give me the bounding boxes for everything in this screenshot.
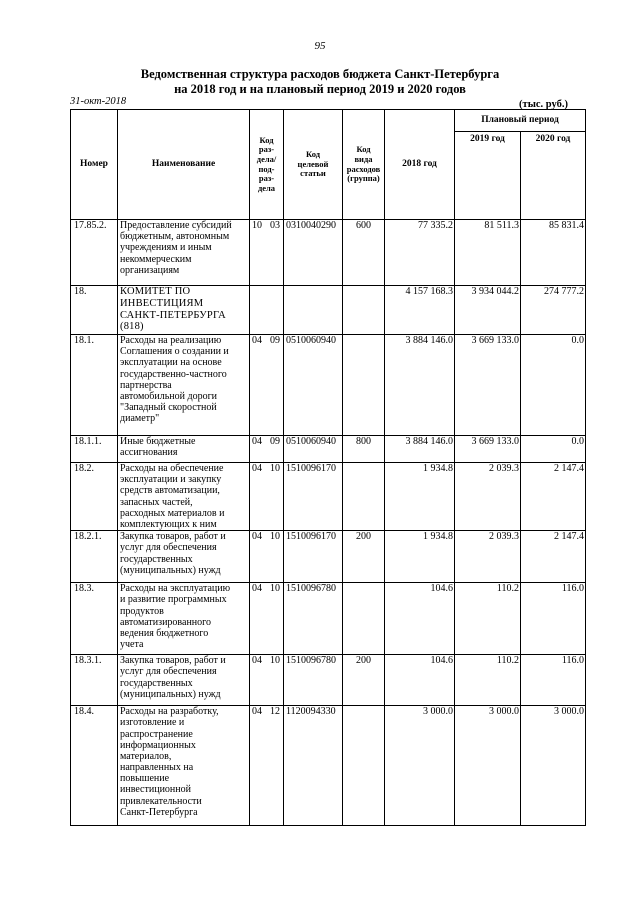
subsection-code: 12 — [270, 706, 280, 718]
row-number: 18.2.1. — [71, 531, 118, 583]
row-name-line: учета — [120, 639, 144, 651]
row-name-line: услуг для обеспечения — [120, 666, 217, 678]
row-amount-2018: 1 934.8 — [385, 531, 455, 583]
row-name — [118, 436, 250, 463]
header-planned-period: Плановый период — [455, 110, 586, 132]
row-expense-code — [343, 335, 385, 436]
table-row — [71, 436, 586, 463]
row-amount-2020: 3 000.0 — [521, 706, 586, 826]
row-name-line: (муниципальных) нужд — [120, 688, 221, 700]
row-name-line: и развитие программных — [120, 594, 227, 606]
row-amount-2019: 3 000.0 — [455, 706, 521, 826]
section-code: 10 — [252, 220, 262, 231]
subsection-code: 03 — [270, 220, 280, 231]
row-target-code: 1510096170 — [284, 531, 343, 583]
subsection-code: 10 — [270, 583, 280, 595]
row-name-line: организациям — [120, 264, 180, 276]
row-expense-code: 800 — [343, 436, 385, 463]
row-target-code: 1510096780 — [284, 655, 343, 706]
row-name — [118, 335, 250, 436]
row-name-line: Расходы на эксплуатацию — [120, 583, 231, 595]
row-section-code — [250, 335, 284, 436]
row-target-code: 0510060940 — [284, 436, 343, 463]
header-year-2020: 2020 год — [521, 132, 586, 220]
row-amount-2020: 0.0 — [521, 335, 586, 436]
row-amount-2019: 2 039.3 — [455, 463, 521, 531]
row-name-line: эксплуатации и закупку — [120, 474, 222, 486]
section-code: 04 — [252, 463, 262, 474]
row-amount-2018: 3 884 146.0 — [385, 335, 455, 436]
row-name-line: диаметр" — [120, 413, 160, 425]
table-row — [71, 220, 586, 286]
header-target-code: Код целевой статьи — [284, 110, 343, 220]
section-code: 04 — [252, 583, 262, 595]
row-target-code: 1510096780 — [284, 583, 343, 655]
row-name-line: ассигнования — [120, 447, 178, 459]
table-row — [71, 655, 586, 706]
row-amount-2020: 2 147.4 — [521, 463, 586, 531]
section-code: 04 — [252, 335, 262, 346]
row-amount-2018: 3 884 146.0 — [385, 436, 455, 463]
row-amount-2020: 2 147.4 — [521, 531, 586, 583]
row-amount-2020: 116.0 — [521, 655, 586, 706]
row-name-line: привлекательности — [120, 795, 202, 807]
row-expense-code — [343, 706, 385, 826]
row-name-line: учреждениям и иным — [120, 242, 212, 254]
table-row — [71, 531, 586, 583]
row-name — [118, 463, 250, 531]
subsection-code: 10 — [270, 655, 280, 667]
row-name-line: Иные бюджетные — [120, 436, 196, 447]
table-row — [71, 583, 586, 655]
row-name-line: Расходы на реализацию — [120, 335, 222, 346]
document-title-line1: Ведомственная структура расходов бюджета Санкт-Петербурга — [140, 67, 500, 81]
subsection-code: 10 — [270, 531, 280, 543]
row-amount-2018: 4 157 168.3 — [385, 286, 455, 335]
document-title-line2: на 2018 год и на плановый период 2019 и 2020 годов — [174, 82, 466, 96]
row-amount-2019: 110.2 — [455, 583, 521, 655]
row-expense-code — [343, 286, 385, 335]
row-expense-code — [343, 463, 385, 531]
section-code: 04 — [252, 436, 262, 447]
table-body — [71, 220, 586, 826]
table-header — [71, 110, 586, 220]
row-amount-2019: 2 039.3 — [455, 531, 521, 583]
row-name — [118, 583, 250, 655]
section-code: 04 — [252, 531, 262, 543]
row-amount-2019: 3 934 044.2 — [455, 286, 521, 335]
row-name-line: Расходы на обеспечение — [120, 463, 224, 474]
table-row — [71, 463, 586, 531]
header-year-2018: 2018 год — [385, 110, 455, 220]
document-date: 31-окт-2018 — [70, 96, 127, 107]
row-name — [118, 286, 250, 335]
row-target-code — [284, 286, 343, 335]
row-name-line: Соглашения о создании и — [120, 346, 229, 358]
row-name-line: повышение — [120, 773, 170, 785]
row-name — [118, 655, 250, 706]
row-name-line: средств автоматизации, — [120, 485, 220, 497]
row-amount-2018: 3 000.0 — [385, 706, 455, 826]
table-row — [71, 706, 586, 826]
table-row — [71, 335, 586, 436]
row-section-code — [250, 463, 284, 531]
subsection-code: 09 — [270, 436, 280, 447]
row-amount-2020: 116.0 — [521, 583, 586, 655]
row-section-code — [250, 531, 284, 583]
row-name-line: комплектующих к ним — [120, 518, 217, 530]
row-name-line: КОМИТЕТ ПО — [120, 286, 191, 297]
row-name-line: Закупка товаров, работ и — [120, 655, 226, 667]
subsection-code: 09 — [270, 335, 280, 346]
row-expense-code — [343, 583, 385, 655]
row-name — [118, 531, 250, 583]
row-name-line: расходных материалов и — [120, 507, 225, 519]
row-name-line: Предоставление субсидий — [120, 220, 232, 231]
row-expense-code: 200 — [343, 655, 385, 706]
row-name-line: (818) — [120, 321, 144, 333]
row-name-line: инвестиционной — [120, 784, 191, 796]
row-name-line: продуктов — [120, 605, 164, 617]
row-number: 18.2. — [71, 463, 118, 531]
row-amount-2020: 85 831.4 — [521, 220, 586, 286]
row-name-line: услуг для обеспечения — [120, 542, 217, 554]
subsection-code: 10 — [270, 463, 280, 474]
row-name-line: запасных частей, — [120, 496, 193, 508]
row-expense-code: 200 — [343, 531, 385, 583]
row-section-code — [250, 655, 284, 706]
header-expense-code: Код вида расходов (группа) — [343, 110, 385, 220]
row-name-line: информационных — [120, 739, 196, 751]
row-name-line: ИНВЕСТИЦИЯМ — [120, 297, 204, 309]
row-number: 18.1. — [71, 335, 118, 436]
row-number: 18.3.1. — [71, 655, 118, 706]
row-amount-2019: 81 511.3 — [455, 220, 521, 286]
row-amount-2019: 110.2 — [455, 655, 521, 706]
header-section-code: Код раз- дела/ под- раз- дела — [250, 110, 284, 220]
budget-table — [70, 109, 586, 826]
header-number: Номер — [71, 110, 118, 220]
row-amount-2018: 104.6 — [385, 583, 455, 655]
row-number: 18.4. — [71, 706, 118, 826]
row-target-code: 0510060940 — [284, 335, 343, 436]
row-name-line: эксплуатации на основе — [120, 357, 222, 369]
section-code: 04 — [252, 655, 262, 667]
row-name-line: (муниципальных) нужд — [120, 564, 221, 576]
row-name-line: материалов, — [120, 750, 172, 762]
header-name: Наименование — [118, 110, 250, 220]
row-target-code: 1510096170 — [284, 463, 343, 531]
row-amount-2019: 3 669 133.0 — [455, 436, 521, 463]
row-name-line: некоммерческим — [120, 253, 192, 265]
row-name-line: государственных — [120, 553, 193, 565]
row-expense-code: 600 — [343, 220, 385, 286]
row-target-code: 1120094330 — [284, 706, 343, 826]
row-amount-2020: 0.0 — [521, 436, 586, 463]
row-amount-2020: 274 777.2 — [521, 286, 586, 335]
row-number: 18.3. — [71, 583, 118, 655]
row-name-line: Закупка товаров, работ и — [120, 531, 226, 543]
row-name-line: государственных — [120, 677, 193, 689]
row-name-line: бюджетным, автономным — [120, 231, 230, 243]
row-section-code — [250, 706, 284, 826]
row-name-line: партнерства — [120, 379, 172, 391]
row-amount-2018: 77 335.2 — [385, 220, 455, 286]
row-name-line: Санкт-Петербурга — [120, 806, 198, 818]
row-name-line: "Западный скоростной — [120, 402, 217, 414]
row-amount-2018: 104.6 — [385, 655, 455, 706]
row-name-line: государственно-частного — [120, 368, 227, 380]
row-target-code: 0310040290 — [284, 220, 343, 286]
units-label: (тыс. руб.) — [519, 99, 568, 110]
row-number: 18.1.1. — [71, 436, 118, 463]
row-name — [118, 706, 250, 826]
row-name-line: автомобильной дороги — [120, 390, 218, 402]
header-year-2019: 2019 год — [455, 132, 521, 220]
row-name-line: распространение — [120, 728, 193, 740]
row-name-line: автоматизированного — [120, 616, 212, 628]
row-number: 18. — [71, 286, 118, 335]
row-amount-2019: 3 669 133.0 — [455, 335, 521, 436]
row-name-line: ведения бюджетного — [120, 627, 209, 639]
row-name-line: изготовление и — [120, 717, 185, 729]
row-section-code — [250, 436, 284, 463]
row-section-code — [250, 583, 284, 655]
row-section-code — [250, 220, 284, 286]
section-code: 04 — [252, 706, 262, 718]
row-section-code — [250, 286, 284, 335]
row-number: 17.85.2. — [71, 220, 118, 286]
page-number: 95 — [314, 40, 326, 52]
row-name-line: направленных на — [120, 762, 194, 774]
row-amount-2018: 1 934.8 — [385, 463, 455, 531]
table-row — [71, 286, 586, 335]
row-name — [118, 220, 250, 286]
row-name-line: САНКТ-ПЕТЕРБУРГА — [120, 309, 226, 321]
row-name-line: Расходы на разработку, — [120, 706, 219, 718]
